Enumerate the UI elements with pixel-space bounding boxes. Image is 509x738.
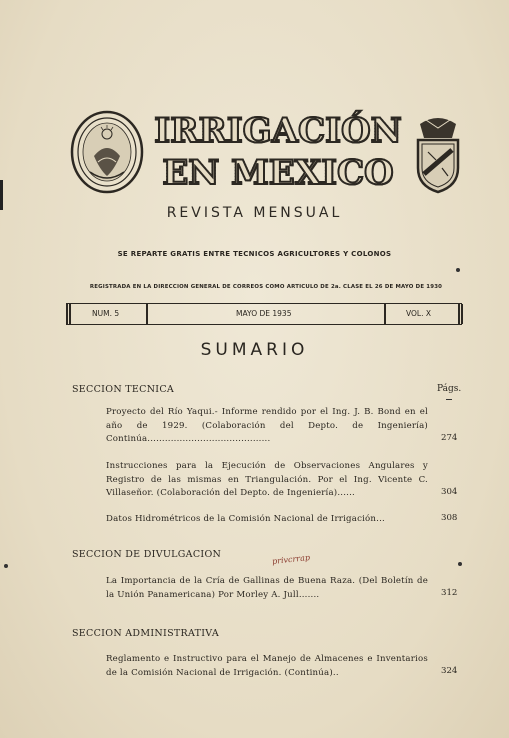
magazine-title-line-1: IRRIGACIÓN: [146, 110, 410, 152]
contents-entry: Proyecto del Río Yaqui.- Informe rendido por el Ing. J. B. Bond en el año de 1929. (Colaboración del Depto. de Ingeniería) Continúa..........................................: [106, 407, 428, 444]
contents-entry: La Importancia de la Cría de Gallinas de Buena Raza. (Del Boletín de la Unión Panamericana) Por Morley A. Jull.......: [106, 576, 428, 600]
issue-number: NUM. 5: [92, 309, 120, 318]
pages-label-underline: [446, 399, 452, 400]
entry-page-number: 304: [441, 487, 458, 497]
bar-divider: [146, 304, 148, 324]
issue-info-bar: [66, 303, 462, 325]
entry-page-number: 308: [441, 513, 458, 523]
contents-entry: Instrucciones para la Ejecución de Observaciones Angulares y Registro de las mismas en Triangulación. Por el Ing. Vicente C. Villaseñor. (Colaboración del Depto. de Ingeniería)......: [106, 461, 428, 498]
bar-divider: [384, 304, 386, 324]
magazine-title-line-2: EN MEXICO: [146, 152, 410, 194]
section-title-administrativa: SECCION ADMINISTRATIVA: [72, 628, 219, 639]
speck: [4, 564, 8, 568]
handwritten-annotation: privcrrap: [271, 553, 311, 566]
bar-divider: [461, 304, 463, 324]
bar-divider: [69, 304, 71, 324]
section-title-divulgacion: SECCION DE DIVULGACION: [72, 549, 222, 560]
mexican-coat-of-arms-seal: [70, 110, 144, 194]
speck: [458, 562, 462, 566]
registration-note: REGISTRADA EN LA DIRECCION GENERAL DE CORREOS COMO ARTICULO DE 2a. CLASE EL 26 DE MAYO DE 1930: [89, 284, 443, 290]
issue-date: MAYO DE 1935: [236, 309, 292, 318]
entry-page-number: 312: [441, 588, 458, 598]
bar-divider: [458, 304, 460, 324]
magazine-subtitle: REVISTA MENSUAL: [166, 205, 343, 221]
entry-page-number: 274: [441, 433, 458, 443]
contents-entry: Datos Hidrométricos de la Comisión Nacional de Irrigación...: [106, 514, 385, 524]
issue-volume: VOL. X: [406, 309, 431, 318]
pages-column-label: Págs.: [437, 384, 462, 394]
speck: [456, 268, 460, 272]
contents-entry: Reglamento e Instructivo para el Manejo de Almacenes e Inventarios de la Comisión Nacional de Irrigación. (Continúa)..: [106, 654, 428, 678]
eagle-emblem-seal: [412, 110, 464, 194]
entry-page-number: 324: [441, 666, 458, 676]
section-title-tecnica: SECCION TECNICA: [72, 384, 175, 395]
contents-heading: SUMARIO: [200, 340, 309, 360]
distribution-note: SE REPARTE GRATIS ENTRE TECNICOS AGRICULTORES Y COLONOS: [117, 250, 392, 258]
bar-divider: [66, 304, 68, 324]
